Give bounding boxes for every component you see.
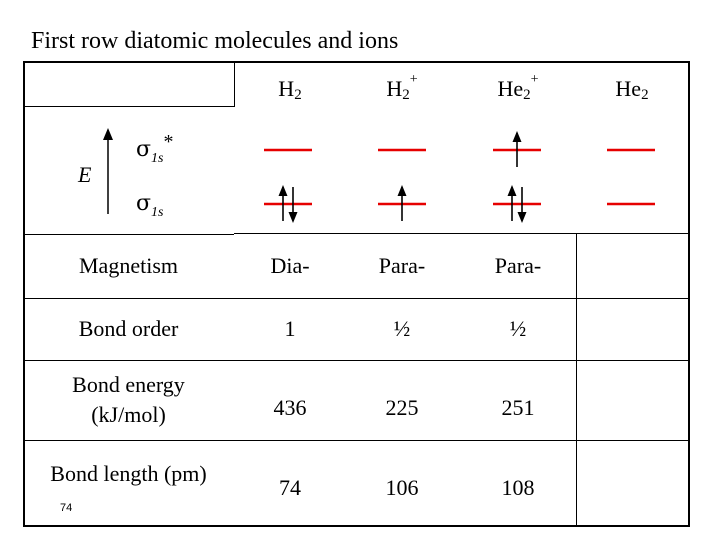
- column-header: H 2 +: [386, 72, 418, 103]
- column-header: H 2: [278, 76, 302, 103]
- bond-order-value: 1: [284, 316, 296, 341]
- bond-order-value: ½: [509, 316, 527, 341]
- bond-energy-value: 436: [273, 395, 307, 420]
- magnetism-value: Dia-: [270, 253, 310, 278]
- bond-order-value: ½: [393, 316, 411, 341]
- bond-energy-value: 251: [501, 395, 535, 420]
- magnetism-value: Para-: [494, 253, 542, 278]
- magnetism-value: Para-: [378, 253, 426, 278]
- bond-length-value: 74: [279, 475, 301, 500]
- bonding-orbital-label: $\sigma_{1s}$: [136, 191, 164, 220]
- row-label-magnetism: Magnetism: [79, 253, 178, 278]
- bond-length-value: 106: [385, 475, 419, 500]
- row-label-bond-length: Bond length (pm): [50, 461, 207, 486]
- bond-length-value: 108: [501, 475, 535, 500]
- row-label-bond-order: Bond order: [78, 316, 179, 341]
- bond-energy-value: 225: [385, 395, 419, 420]
- energy-axis-arrow: [103, 128, 113, 214]
- page-title: First row diatomic molecules and ions: [31, 28, 399, 54]
- column-header: He 2 +: [497, 72, 539, 103]
- orbital-levels: [264, 150, 655, 204]
- column-header: He 2: [615, 76, 649, 103]
- row-label-bond-energy: Bond energy (kJ/mol): [72, 372, 185, 427]
- footnote: 74: [60, 502, 73, 514]
- electrons: [279, 131, 527, 223]
- antibonding-orbital-label: $\sigma_{1s}^*$: [136, 131, 174, 166]
- energy-axis-label: E: [78, 162, 92, 187]
